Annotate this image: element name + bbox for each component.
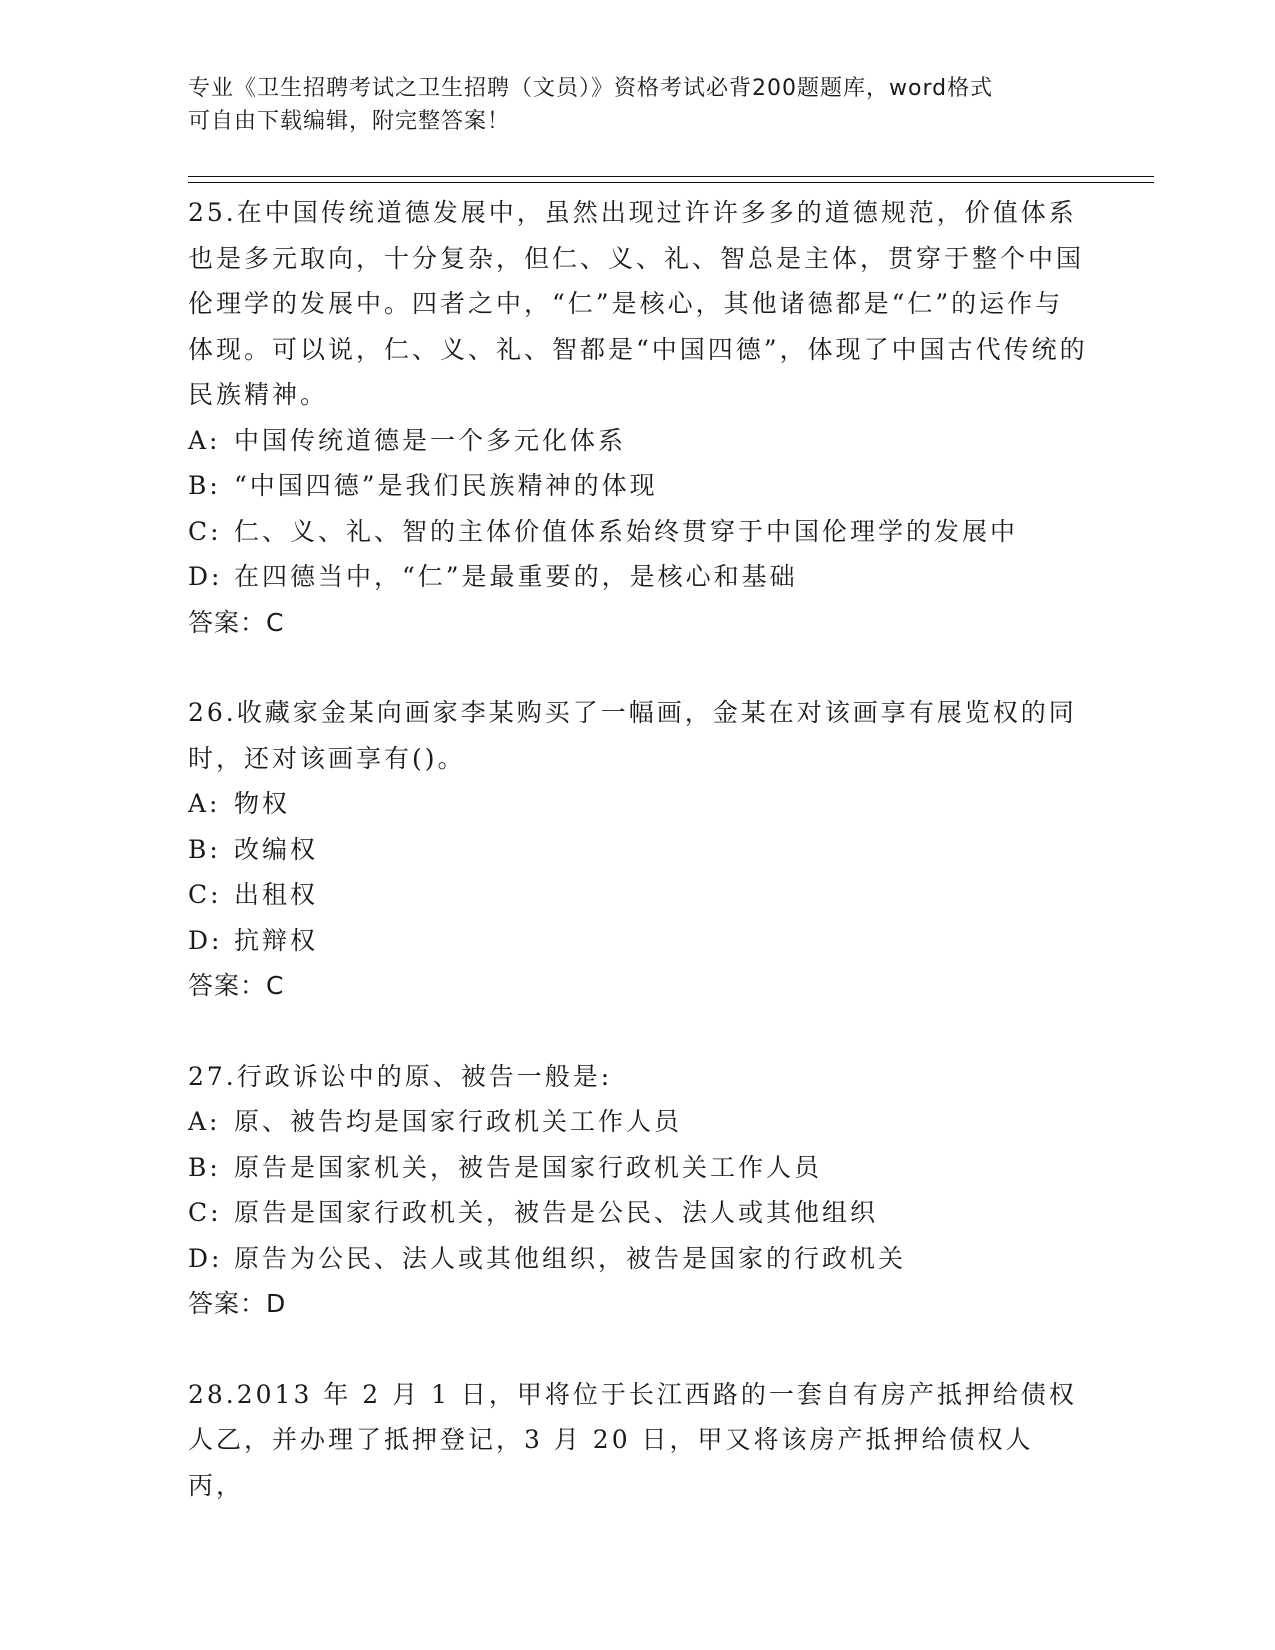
header-divider-top [188, 176, 1154, 177]
answer-line: 答案：D [188, 1289, 287, 1318]
question-item [188, 1372, 1088, 1509]
option-text: 出租权 [234, 880, 319, 909]
option-c [188, 872, 1088, 918]
header-line-2: 可自由下载编辑，附完整答案！ [188, 109, 511, 134]
option-text: 抗辩权 [234, 925, 319, 955]
option-text: 原告为公民、法人或其他组织，被告是国家的行政机关 [234, 1243, 907, 1273]
option-b [188, 463, 1088, 509]
option-letter: B: [188, 471, 221, 500]
option-c [188, 509, 1088, 555]
answer-line: 答案：C [188, 607, 285, 637]
option-c [188, 1190, 1088, 1236]
question-stem: 26.收藏家金某向画家李某购买了一幅画，金某在对该画享有展览权的同时，还对该画享有()。 [188, 698, 1077, 773]
option-letter: C: [188, 516, 222, 546]
option-text: 仁、义、礼、智的主体价值体系始终贯穿于中国伦理学的发展中 [234, 516, 1019, 546]
question-stem: 28.2013 年 2 月 1 日，甲将位于长江西路的一套自有房产抵押给债权人乙，并办理了抵押登记，3 月 20 日，甲又将该房产抵押给债权人丙， [188, 1379, 1077, 1500]
option-letter: D: [188, 562, 223, 591]
option-d [188, 1236, 1088, 1282]
option-letter: C: [188, 1198, 222, 1227]
option-text: 原、被告均是国家行政机关工作人员 [234, 1107, 683, 1136]
option-letter: B: [188, 1152, 221, 1182]
option-letter: D: [188, 925, 223, 955]
option-b [188, 1145, 1088, 1191]
answer-line: 答案：C [188, 971, 285, 1000]
question-item [188, 690, 1088, 1009]
question-stem: 27.行政诉讼中的原、被告一般是: [188, 1061, 613, 1091]
header-line-1: 专业《卫生招聘考试之卫生招聘（文员）》资格考试必背200题题库，word格式 [188, 76, 994, 101]
question-item [188, 190, 1088, 645]
question-list [188, 190, 1088, 1553]
option-text: 物权 [234, 789, 291, 818]
option-d [188, 918, 1088, 964]
option-a [188, 781, 1088, 827]
question-item [188, 1054, 1088, 1327]
option-letter: A: [188, 1107, 221, 1136]
option-text: 原告是国家机关，被告是国家行政机关工作人员 [234, 1152, 823, 1182]
option-letter: C: [188, 880, 222, 909]
option-text: “中国四德”是我们民族精神的体现 [234, 471, 658, 500]
option-a [188, 1099, 1088, 1145]
option-text: 在四德当中，“仁”是最重要的，是核心和基础 [234, 562, 798, 591]
option-text: 中国传统道德是一个多元化体系 [234, 425, 627, 455]
option-d [188, 554, 1088, 600]
option-letter: B: [188, 834, 221, 864]
question-stem: 25.在中国传统道德发展中，虽然出现过许许多多的道德规范，价值体系也是多元取向，十分复杂，但仁、义、礼、智总是主体，贯穿于整个中国伦理学的发展中。四者之中，“仁”是核心，其他诸德都是“仁”的运作与体现。可以说，仁、义、礼、智都是“中国四德”，体现了中国古代传统的民族精神。 [188, 198, 1088, 409]
option-letter: A: [188, 425, 221, 455]
option-letter: A: [188, 789, 221, 818]
document-header [188, 72, 1088, 138]
option-text: 改编权 [234, 834, 319, 864]
option-letter: D: [188, 1243, 223, 1273]
option-b [188, 827, 1088, 873]
header-divider-bottom [188, 182, 1154, 183]
option-a [188, 418, 1088, 464]
option-text: 原告是国家行政机关，被告是公民、法人或其他组织 [234, 1198, 879, 1227]
